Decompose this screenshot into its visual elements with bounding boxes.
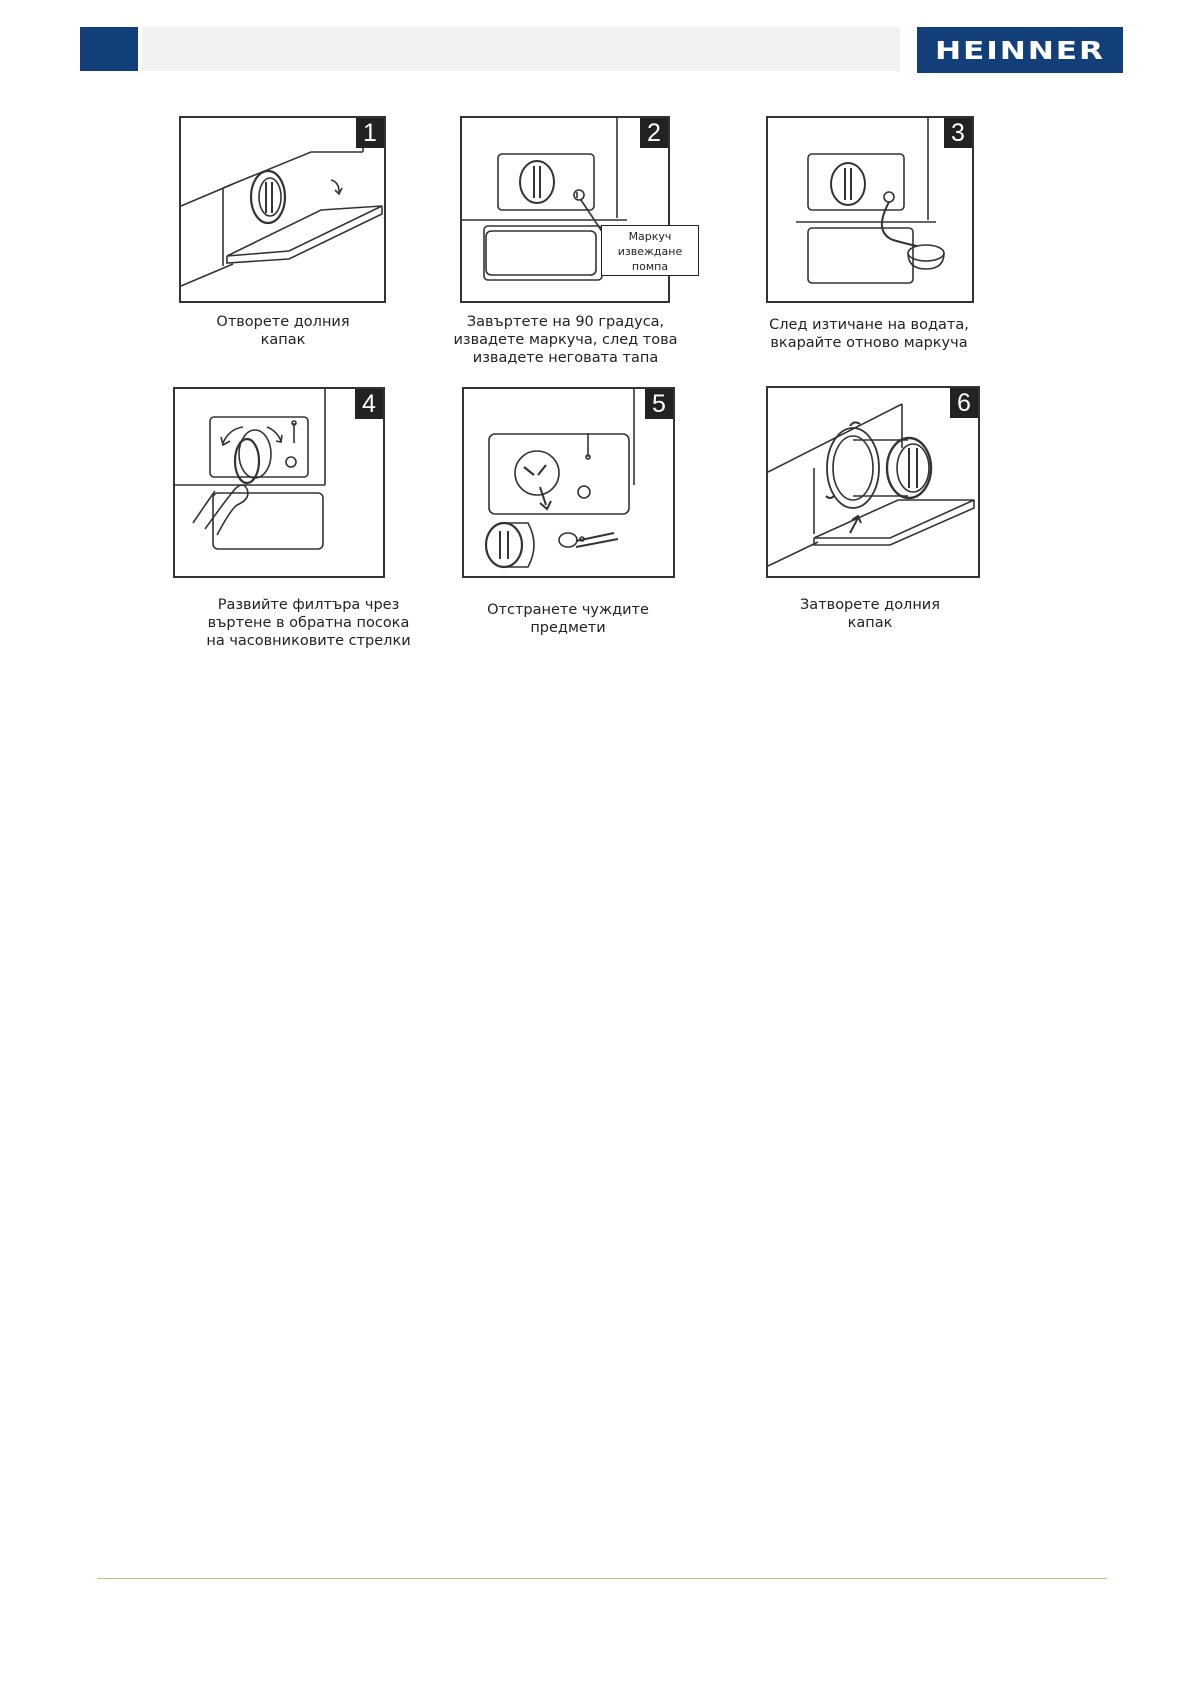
step-1-number: 1: [356, 118, 384, 148]
step-6-number: 6: [950, 388, 978, 418]
step-5-panel: [462, 387, 675, 578]
header-accent-block: [80, 27, 138, 71]
close-cover-illustration: [768, 388, 978, 576]
step-3-caption: След изтичане на водата, вкарайте отново маркуча: [769, 317, 969, 351]
step-2-number: 2: [640, 118, 668, 148]
remove-objects-illustration: [464, 389, 673, 576]
step-6-panel: [766, 386, 980, 578]
open-cover-illustration: [181, 118, 384, 301]
step-3-panel: [766, 116, 974, 303]
logo-text: HEINNER: [935, 35, 1105, 65]
drain-water-illustration: [768, 118, 972, 301]
step-5-caption: Отстранете чуждите предмети: [487, 602, 649, 636]
step-1-panel: [179, 116, 386, 303]
header-bar: [142, 27, 900, 71]
step-3-number: 3: [944, 118, 972, 148]
step-6-caption: Затворете долния капак: [800, 597, 940, 631]
step-4-number: 4: [355, 389, 383, 419]
step-1-caption: Отворете долния капак: [216, 314, 350, 348]
step-5-number: 5: [645, 389, 673, 419]
footer-divider: [97, 1578, 1107, 1579]
drain-hose-callout: Маркуч извеждане помпа: [601, 225, 699, 276]
step-2-caption: Завъртете на 90 градуса, извадете маркуча, след това извадете неговата тапа: [453, 314, 678, 366]
unscrew-filter-illustration: [175, 389, 383, 576]
step-4-panel: [173, 387, 385, 578]
step-4-caption: Развийте филтъра чрез въртене в обратна посока на часовниковите стрелки: [206, 597, 411, 649]
heinner-logo: [917, 27, 1123, 73]
